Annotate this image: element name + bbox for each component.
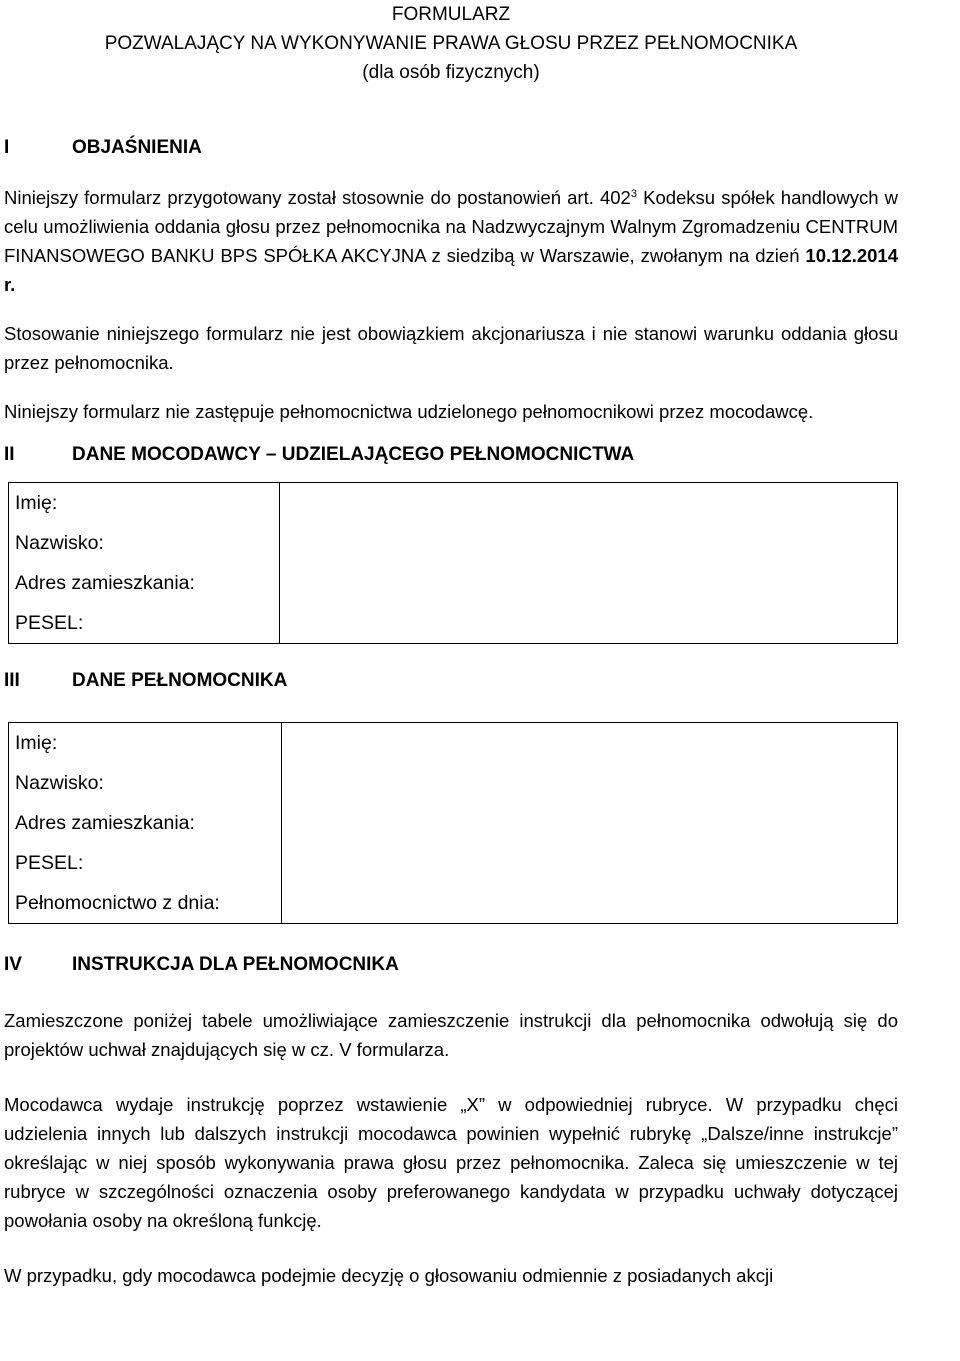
proxy-data-table xyxy=(8,722,898,924)
form-audience: (dla osób fizycznych) xyxy=(362,62,540,83)
pesel-label: PESEL: xyxy=(15,612,84,634)
proxy-data-field[interactable] xyxy=(282,723,898,924)
form-subtitle: POZWALAJĄCY NA WYKONYWANIE PRAWA GŁOSU PRZEZ PEŁNOMOCNIKA xyxy=(104,33,798,54)
first-name-label: Imię: xyxy=(15,492,58,514)
section-title: DANE MOCODAWCY – UDZIELAJĄCEGO PEŁNOMOCNICTWA xyxy=(72,444,635,465)
section-heading-4 xyxy=(4,954,898,976)
section-number: III xyxy=(4,670,20,691)
instruction-paragraph-1: Zamieszczone poniżej tabele umożliwiające zamieszczenie instrukcji dla pełnomocnika odwołują się do projektów uchwał znajdujących się w cz. V formularza. xyxy=(4,1010,898,1060)
explanation-text: Niniejszy formularz przygotowany został stosownie do postanowień art. 402 xyxy=(4,187,631,208)
first-name-label: Imię: xyxy=(15,732,58,754)
section-number: I xyxy=(4,137,10,158)
last-name-label: Nazwisko: xyxy=(15,532,104,554)
pesel-label: PESEL: xyxy=(15,852,84,874)
explanation-paragraph-1 xyxy=(4,183,898,299)
proxy-labels-cell xyxy=(9,723,282,924)
section-title: OBJAŚNIENIA xyxy=(72,137,202,158)
principal-data-table xyxy=(8,482,898,644)
principal-labels-cell xyxy=(9,483,280,644)
form-title: FORMULARZ xyxy=(391,4,511,25)
section-heading-2 xyxy=(4,444,898,466)
explanation-text: Kodeksu spółek handlowych w celu umożliwienia oddania głosu przez pełnomocnika na Nadzwyczajnym Walnym Zgromadzeniu CENTRUM FINANSOWEGO BANKU BPS SPÓŁKA AKCYJNA z siedzibą w Warszawie, zwołanym na dzień xyxy=(4,187,898,266)
last-name-label: Nazwisko: xyxy=(15,772,104,794)
principal-data-field[interactable] xyxy=(280,483,898,644)
explanation-paragraph-2: Stosowanie niniejszego formularz nie jest obowiązkiem akcjonariusza i nie stanowi warunku oddania głosu przez pełnomocnika. xyxy=(4,323,898,373)
section-number: II xyxy=(4,444,15,465)
section-title: INSTRUKCJA DLA PEŁNOMOCNIKA xyxy=(72,954,399,975)
instruction-paragraph-2: Mocodawca wydaje instrukcję poprzez wstawienie „X” w odpowiedniej rubryce. W przypadku chęci udzielenia innych lub dalszych instrukcji mocodawca powinien wypełnić rubrykę „Dalsze/inne instrukcje” określając w niej sposób wykonywania prawa głosu przez pełnomocnika. Zaleca się umieszczenie w tej rubryce w szczególności oznaczenia osoby preferowanego kandydata w przypadku uchwały dotyczącej powołania osoby na określoną funkcję. xyxy=(4,1094,898,1231)
section-heading-3 xyxy=(4,670,898,692)
address-label: Adres zamieszkania: xyxy=(15,572,195,594)
meeting-date: 10.12.2014 r. xyxy=(4,245,898,295)
section-title: DANE PEŁNOMOCNIKA xyxy=(72,670,288,691)
form-page xyxy=(4,0,898,1290)
explanation-paragraph-3: Niniejszy formularz nie zastępuje pełnomocnictwa udzielonego pełnomocnikowi przez mocodawcę. xyxy=(4,401,814,422)
power-of-attorney-date-label: Pełnomocnictwo z dnia: xyxy=(15,892,220,914)
section-heading-1 xyxy=(4,137,898,159)
address-label: Adres zamieszkania: xyxy=(15,812,195,834)
superscript: 3 xyxy=(630,187,637,200)
instruction-paragraph-3: W przypadku, gdy mocodawca podejmie decyzję o głosowaniu odmiennie z posiadanych akcji xyxy=(4,1265,774,1286)
section-number: IV xyxy=(4,954,22,975)
